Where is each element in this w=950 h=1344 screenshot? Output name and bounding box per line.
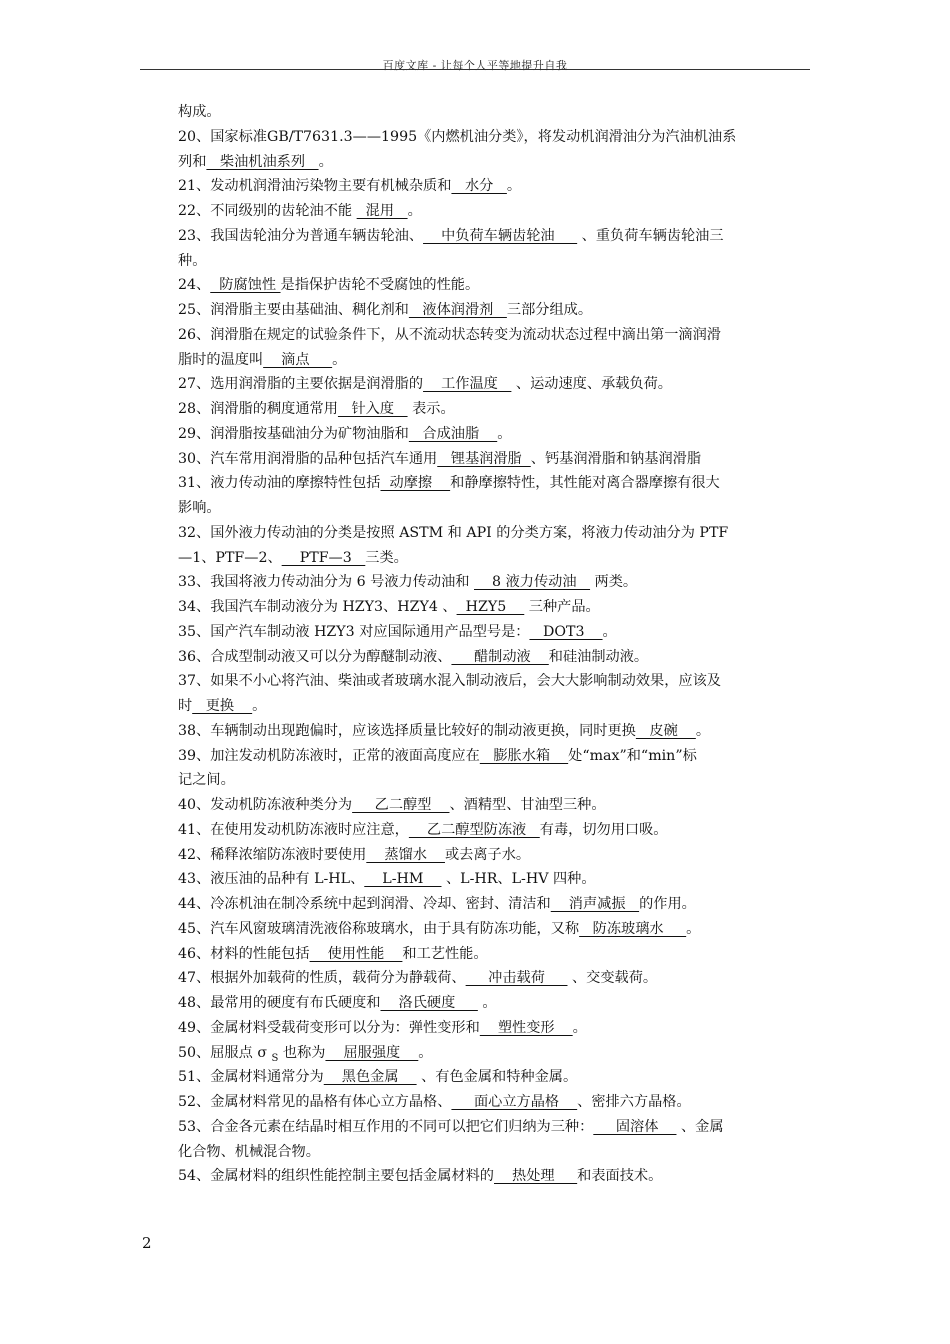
line-text: 20、国家标准GB/T7631.3——1995《内燃机油分类》，将发动机润滑油分为汽油机油系: [178, 128, 737, 145]
line-text: 。: [506, 178, 522, 195]
line-text: 影响。: [178, 500, 221, 516]
answer-blank: 锂基润滑脂: [437, 450, 531, 467]
answer-blank: 水分: [451, 178, 507, 195]
line-text: 39、加注发动机防冻液时，正常的液面高度应在: [178, 747, 480, 764]
answer-blank: 中负荷车辆齿轮油: [423, 227, 578, 244]
text-line: [178, 1115, 810, 1140]
line-text: 52、金属材料常见的晶格有体心立方晶格、: [178, 1094, 452, 1110]
line-text: 38、车辆制动出现跑偏时，应该选择质量比较好的制动液更换，同时更换: [178, 722, 636, 739]
text-line: [178, 372, 810, 397]
text-line: [178, 273, 810, 298]
answer-blank: 工作温度: [423, 376, 512, 393]
text-line: [178, 150, 810, 175]
header-rule: [140, 69, 810, 70]
text-line: [178, 768, 810, 793]
line-text: 。: [318, 153, 333, 170]
answer-blank: HZY5: [456, 599, 525, 615]
line-text: 三种产品。: [524, 599, 600, 615]
answer-blank: 塑性变形: [479, 1019, 573, 1036]
line-text: 、有色金属和特种金属。: [416, 1069, 578, 1086]
line-text: 列和: [178, 153, 207, 170]
line-text: 51、金属材料通常分为: [178, 1069, 324, 1086]
text-line: [178, 546, 810, 571]
line-text: 。: [477, 995, 497, 1011]
line-text: 。: [407, 203, 422, 219]
answer-blank: DOT3: [529, 623, 603, 640]
answer-blank: 8 液力传动油: [474, 574, 591, 591]
line-text: 两类。: [590, 574, 638, 591]
text-line: [178, 1090, 810, 1115]
answer-blank: 洛氏硬度: [380, 995, 478, 1011]
line-text: 。: [686, 920, 701, 937]
answer-blank: 蒸馏水: [366, 846, 445, 863]
line-text: 22、不同级别的齿轮油不能: [178, 203, 357, 219]
line-text: 。: [252, 698, 267, 714]
text-line: [178, 694, 810, 719]
line-text: 。: [695, 722, 711, 739]
line-text: 、金属: [676, 1118, 724, 1135]
text-line: [178, 645, 810, 670]
line-text: 34、我国汽车制动液分为 HZY3、HZY4 、: [178, 599, 457, 615]
answer-blank: 消声减振: [550, 896, 640, 912]
line-text: 54、金属材料的组织性能控制主要包括金属材料的: [178, 1168, 494, 1185]
line-text: 种。: [178, 252, 207, 269]
text-line: [178, 298, 810, 323]
answer-blank: 固溶体: [593, 1118, 677, 1135]
line-text: 、重负荷车辆齿轮油三: [577, 227, 724, 244]
text-line: [178, 1041, 810, 1066]
text-line: [178, 1164, 810, 1189]
text-line: [178, 669, 810, 694]
text-line: [178, 471, 810, 496]
line-text: 、交变载荷。: [567, 970, 658, 987]
line-text: 记之间。: [178, 772, 235, 789]
text-line: [178, 422, 810, 447]
text-line: [178, 1065, 810, 1090]
text-line: [178, 867, 810, 892]
line-text: 和表面技术。: [577, 1168, 663, 1185]
answer-blank: 皮碗: [635, 722, 696, 739]
line-text: 32、国外液力传动油的分类是按照 ASTM 和 API 的分类方案，将液力传动油分为 PTF: [178, 524, 729, 541]
line-text: 表示。: [407, 401, 455, 417]
line-text: 28、润滑脂的稠度通常用: [178, 401, 338, 417]
answer-blank: 合成油脂: [408, 425, 498, 442]
text-line: [178, 892, 810, 917]
text-line: [178, 348, 810, 373]
line-text: 是指保护齿轮不受腐蚀的性能。: [280, 277, 480, 294]
line-text: 时: [178, 698, 193, 714]
text-line: [178, 1140, 810, 1165]
line-text: 21、发动机润滑油污染物主要有机械杂质和: [178, 178, 452, 195]
text-line: [178, 570, 810, 595]
line-text: 、L-HR、L-HV 四种。: [441, 871, 596, 888]
answer-blank: 黑色金属: [323, 1069, 417, 1086]
text-line: [178, 991, 810, 1016]
line-text: 、运动速度、承载负荷。: [511, 376, 672, 393]
text-line: [178, 125, 810, 150]
line-text: 、钙基润滑脂和钠基润滑脂: [530, 450, 702, 467]
line-text: 的作用。: [639, 896, 696, 912]
line-text: 23、我国齿轮油分为普通车辆齿轮油、: [178, 227, 424, 244]
answer-blank: 屈服强度: [325, 1044, 419, 1061]
line-text: 46、材料的性能包括: [178, 945, 310, 962]
text-line: [178, 818, 810, 843]
text-line: [178, 843, 810, 868]
text-line: [178, 1016, 810, 1041]
text-line: [178, 744, 810, 769]
line-text: 36、合成型制动液又可以分为醇醚制动液、: [178, 648, 452, 665]
line-text: 27、选用润滑脂的主要依据是润滑脂的: [178, 376, 424, 393]
line-text: 47、根据外加载荷的性质，载荷分为静载荷、: [178, 970, 466, 987]
answer-blank: PTF—3: [281, 549, 366, 566]
line-text: 化合物、机械混合物。: [178, 1143, 320, 1160]
text-line: [178, 100, 810, 125]
subscript: S: [271, 1052, 279, 1064]
text-line: [178, 447, 810, 472]
line-text: 53、合金各元素在结晶时相互作用的不同可以把它们归纳为三种：: [178, 1118, 594, 1135]
text-line: [178, 966, 810, 991]
line-text: 也称为: [278, 1044, 326, 1061]
line-text: 44、冷冻机油在制冷系统中起到润滑、冷却、密封、清洁和: [178, 896, 551, 912]
line-text: 和工艺性能。: [402, 945, 488, 962]
answer-blank: 柴油机油系列: [206, 153, 319, 170]
line-text: 。: [602, 623, 617, 640]
line-text: 脂时的温度叫: [178, 351, 264, 368]
line-text: 50、屈服点 σ: [178, 1044, 272, 1061]
text-line: [178, 224, 810, 249]
text-line: [178, 793, 810, 818]
page-number: 2: [142, 1234, 152, 1252]
line-text: 40、发动机防冻液种类分为: [178, 797, 353, 813]
text-line: [178, 595, 810, 620]
answer-blank: 乙二醇型防冻液: [408, 821, 540, 838]
answer-blank: 乙二醇型: [352, 797, 450, 813]
text-line: [178, 174, 810, 199]
answer-blank: 混用: [356, 203, 408, 219]
line-text: 25、润滑脂主要由基础油、稠化剂和: [178, 302, 409, 318]
line-text: 41、在使用发动机防冻液时应注意，: [178, 821, 409, 838]
text-line: [178, 249, 810, 274]
text-line: [178, 620, 810, 645]
answer-blank: 防冻玻璃水: [579, 920, 687, 937]
line-text: 29、润滑脂按基础油分为矿物油脂和: [178, 425, 409, 442]
line-text: 43、液压油的品种有 L-HL、: [178, 871, 365, 888]
answer-blank: 滴点: [263, 351, 333, 368]
line-text: 或去离子水。: [444, 846, 531, 863]
line-text: 、酒精型、甘油型三种。: [449, 797, 606, 813]
line-text: —1、PTF—2、: [178, 549, 282, 566]
line-text: 。: [332, 351, 347, 368]
answer-blank: 液体润滑剂: [408, 302, 507, 318]
line-text: 、密排六方晶格。: [577, 1094, 691, 1110]
line-text: 三部分组成。: [506, 302, 593, 318]
text-line: [178, 496, 810, 521]
line-text: 30、汽车常用润滑脂的品种包括汽车通用: [178, 450, 438, 467]
line-text: 。: [418, 1044, 433, 1061]
line-text: 和静摩擦特性，其性能对离合器摩擦有很大: [450, 475, 720, 492]
line-text: 26、润滑脂在规定的试验条件下，从不流动状态转变为流动状态过程中滴出第一滴润滑: [178, 326, 721, 343]
text-line: [178, 917, 810, 942]
answer-blank: 使用性能: [309, 945, 403, 962]
answer-blank: 防腐蚀性: [210, 277, 281, 294]
document-body: [178, 100, 810, 1189]
line-text: 三类。: [365, 549, 408, 566]
answer-blank: 醋制动液: [451, 648, 549, 665]
line-text: 45、汽车风窗玻璃清洗液俗称玻璃水，由于具有防冻功能，又称: [178, 920, 580, 937]
text-line: [178, 199, 810, 224]
answer-blank: 热处理: [494, 1168, 578, 1185]
answer-blank: 面心立方晶格: [451, 1094, 578, 1110]
line-text: 。: [572, 1019, 587, 1036]
line-text: 48、最常用的硬度有布氏硬度和: [178, 995, 381, 1011]
line-text: 构成。: [178, 104, 221, 120]
text-line: [178, 521, 810, 546]
line-text: 有毒，切勿用口吸。: [539, 821, 668, 838]
text-line: [178, 942, 810, 967]
answer-blank: 冲击载荷: [465, 970, 568, 987]
answer-blank: 膨胀水箱: [479, 747, 569, 764]
line-text: 37、如果不小心将汽油、柴油或者玻璃水混入制动液后，会大大影响制动效果，应该及: [178, 673, 721, 690]
line-text: 42、稀释浓缩防冻液时要使用: [178, 846, 367, 863]
line-text: 。: [497, 425, 512, 442]
text-line: [178, 323, 810, 348]
answer-blank: 更换: [192, 698, 253, 714]
line-text: 31、液力传动油的摩擦特性包括: [178, 475, 381, 492]
page-header: 百度文库 - 让每个人平等地提升自我: [382, 59, 568, 72]
line-text: 35、国产汽车制动液 HZY3 对应国际通用产品型号是：: [178, 623, 530, 640]
line-text: 49、金属材料受载荷变形可以分为：弹性变形和: [178, 1019, 480, 1036]
line-text: 24、: [178, 277, 211, 294]
line-text: 和硅油制动液。: [548, 648, 649, 665]
answer-blank: 动摩擦: [380, 475, 451, 492]
line-text: 33、我国将液力传动油分为 6 号液力传动油和: [178, 574, 474, 591]
text-line: [178, 719, 810, 744]
answer-blank: L-HM: [364, 871, 442, 888]
line-text: 处“max”和“min”标: [568, 747, 697, 764]
text-line: [178, 397, 810, 422]
answer-blank: 针入度: [337, 401, 408, 417]
